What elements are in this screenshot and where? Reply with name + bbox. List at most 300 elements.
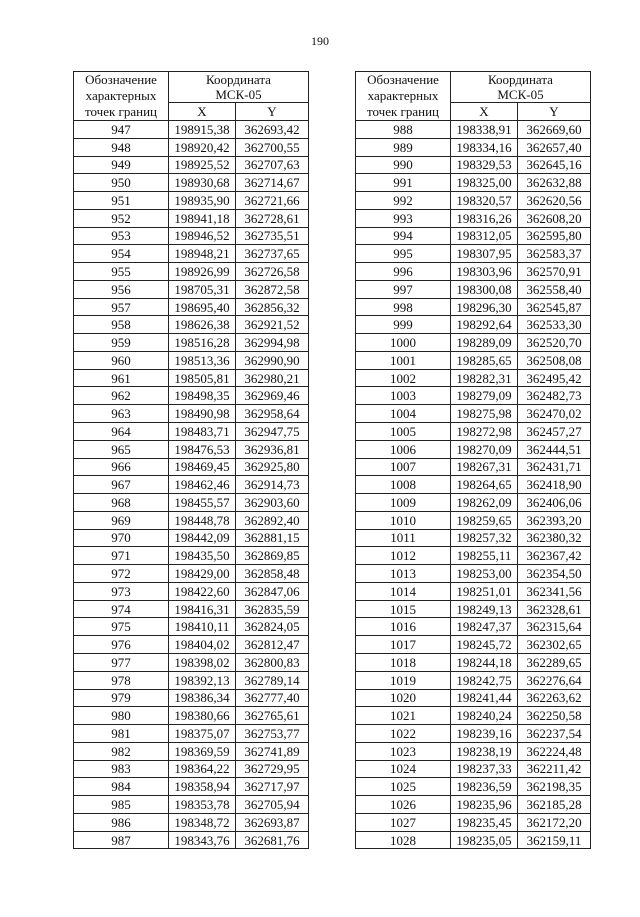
table-row <box>74 778 309 796</box>
y-coordinate-cell: 362444,51 <box>518 440 591 458</box>
point-number-cell: 993 <box>356 209 451 227</box>
table-row <box>356 813 591 831</box>
point-number-cell: 986 <box>74 813 169 831</box>
header-coordinate-line: МСК-05 <box>497 87 544 103</box>
y-coordinate-cell: 362958,64 <box>236 405 309 423</box>
x-coordinate-cell: 198476,53 <box>169 440 236 458</box>
y-coordinate-cell: 362681,76 <box>236 831 309 849</box>
x-coordinate-cell: 198235,05 <box>451 831 518 849</box>
x-coordinate-cell: 198238,19 <box>451 742 518 760</box>
header-designation-line: Обозначение <box>85 72 157 87</box>
y-coordinate-cell: 362406,06 <box>518 494 591 512</box>
point-number-cell: 969 <box>74 511 169 529</box>
y-coordinate-cell: 362947,75 <box>236 423 309 441</box>
y-coordinate-cell: 362224,48 <box>518 742 591 760</box>
point-number-cell: 972 <box>74 565 169 583</box>
table-row <box>74 440 309 458</box>
header-coordinate <box>451 72 591 103</box>
x-coordinate-cell: 198705,31 <box>169 280 236 298</box>
point-number-cell: 995 <box>356 245 451 263</box>
header-y: Y <box>518 103 591 121</box>
y-coordinate-cell: 362914,73 <box>236 476 309 494</box>
point-number-cell: 976 <box>74 636 169 654</box>
point-number-cell: 1017 <box>356 636 451 654</box>
point-number-cell: 983 <box>74 760 169 778</box>
table-row <box>74 192 309 210</box>
header-designation-line: характерных <box>85 88 157 103</box>
point-number-cell: 980 <box>74 707 169 725</box>
x-coordinate-cell: 198513,36 <box>169 351 236 369</box>
point-number-cell: 954 <box>74 245 169 263</box>
table-row <box>356 653 591 671</box>
x-coordinate-cell: 198422,60 <box>169 582 236 600</box>
table-row <box>74 387 309 405</box>
x-coordinate-cell: 198404,02 <box>169 636 236 654</box>
y-coordinate-cell: 362980,21 <box>236 369 309 387</box>
y-coordinate-cell: 362185,28 <box>518 796 591 814</box>
y-coordinate-cell: 362903,60 <box>236 494 309 512</box>
table-row <box>74 582 309 600</box>
y-coordinate-cell: 362657,40 <box>518 138 591 156</box>
y-coordinate-cell: 362367,42 <box>518 547 591 565</box>
x-coordinate-cell: 198264,65 <box>451 476 518 494</box>
table-row <box>356 405 591 423</box>
table-row <box>74 458 309 476</box>
point-number-cell: 953 <box>74 227 169 245</box>
x-coordinate-cell: 198416,31 <box>169 600 236 618</box>
table-row <box>356 547 591 565</box>
point-number-cell: 952 <box>74 209 169 227</box>
x-coordinate-cell: 198695,40 <box>169 298 236 316</box>
table-row <box>74 405 309 423</box>
point-number-cell: 1006 <box>356 440 451 458</box>
table-row <box>74 156 309 174</box>
y-coordinate-cell: 362824,05 <box>236 618 309 636</box>
y-coordinate-cell: 362669,60 <box>518 121 591 139</box>
point-number-cell: 1019 <box>356 671 451 689</box>
header-coordinate-line: МСК-05 <box>215 87 262 103</box>
y-coordinate-cell: 362608,20 <box>518 209 591 227</box>
y-coordinate-cell: 362707,63 <box>236 156 309 174</box>
table-row <box>74 121 309 139</box>
x-coordinate-cell: 198926,99 <box>169 263 236 281</box>
x-coordinate-cell: 198338,91 <box>451 121 518 139</box>
x-coordinate-cell: 198279,09 <box>451 387 518 405</box>
point-number-cell: 1014 <box>356 582 451 600</box>
table-row <box>356 209 591 227</box>
x-coordinate-cell: 198948,21 <box>169 245 236 263</box>
point-number-cell: 949 <box>74 156 169 174</box>
table-row <box>356 511 591 529</box>
table-row <box>74 796 309 814</box>
x-coordinate-cell: 198285,65 <box>451 351 518 369</box>
table-row <box>74 725 309 743</box>
y-coordinate-cell: 362726,58 <box>236 263 309 281</box>
x-coordinate-cell: 198312,05 <box>451 227 518 245</box>
table-row <box>356 582 591 600</box>
table-body <box>74 121 309 849</box>
y-coordinate-cell: 362936,81 <box>236 440 309 458</box>
table-row <box>356 707 591 725</box>
x-coordinate-cell: 198343,76 <box>169 831 236 849</box>
point-number-cell: 1011 <box>356 529 451 547</box>
x-coordinate-cell: 198259,65 <box>451 511 518 529</box>
y-coordinate-cell: 362969,46 <box>236 387 309 405</box>
header-y: Y <box>236 103 309 121</box>
point-number-cell: 982 <box>74 742 169 760</box>
point-number-cell: 990 <box>356 156 451 174</box>
y-coordinate-cell: 362765,61 <box>236 707 309 725</box>
point-number-cell: 955 <box>74 263 169 281</box>
x-coordinate-cell: 198242,75 <box>451 671 518 689</box>
table-row <box>356 458 591 476</box>
y-coordinate-cell: 362714,67 <box>236 174 309 192</box>
y-coordinate-cell: 362789,14 <box>236 671 309 689</box>
point-number-cell: 997 <box>356 280 451 298</box>
point-number-cell: 981 <box>74 725 169 743</box>
table-row <box>74 618 309 636</box>
table-row <box>356 369 591 387</box>
x-coordinate-cell: 198462,46 <box>169 476 236 494</box>
table-row <box>356 316 591 334</box>
y-coordinate-cell: 362276,64 <box>518 671 591 689</box>
table-row <box>356 494 591 512</box>
y-coordinate-cell: 362872,58 <box>236 280 309 298</box>
coordinates-table-left <box>73 71 309 849</box>
x-coordinate-cell: 198282,31 <box>451 369 518 387</box>
x-coordinate-cell: 198455,57 <box>169 494 236 512</box>
point-number-cell: 962 <box>74 387 169 405</box>
point-number-cell: 971 <box>74 547 169 565</box>
point-number-cell: 979 <box>74 689 169 707</box>
point-number-cell: 1002 <box>356 369 451 387</box>
table-row <box>356 529 591 547</box>
table-row <box>356 263 591 281</box>
table-row <box>356 618 591 636</box>
point-number-cell: 1003 <box>356 387 451 405</box>
point-number-cell: 960 <box>74 351 169 369</box>
point-number-cell: 1021 <box>356 707 451 725</box>
y-coordinate-cell: 362881,15 <box>236 529 309 547</box>
table-row <box>74 227 309 245</box>
table-row <box>356 565 591 583</box>
x-coordinate-cell: 198392,13 <box>169 671 236 689</box>
x-coordinate-cell: 198320,57 <box>451 192 518 210</box>
y-coordinate-cell: 362198,35 <box>518 778 591 796</box>
point-number-cell: 1009 <box>356 494 451 512</box>
x-coordinate-cell: 198241,44 <box>451 689 518 707</box>
y-coordinate-cell: 362800,83 <box>236 653 309 671</box>
table-row <box>356 227 591 245</box>
x-coordinate-cell: 198930,68 <box>169 174 236 192</box>
x-coordinate-cell: 198272,98 <box>451 423 518 441</box>
point-number-cell: 1023 <box>356 742 451 760</box>
y-coordinate-cell: 362354,50 <box>518 565 591 583</box>
point-number-cell: 1018 <box>356 653 451 671</box>
y-coordinate-cell: 362753,77 <box>236 725 309 743</box>
table-row <box>74 138 309 156</box>
x-coordinate-cell: 198329,53 <box>451 156 518 174</box>
y-coordinate-cell: 362728,61 <box>236 209 309 227</box>
y-coordinate-cell: 362237,54 <box>518 725 591 743</box>
table-row <box>356 476 591 494</box>
table-row <box>74 636 309 654</box>
table-row <box>74 209 309 227</box>
table-row <box>356 742 591 760</box>
x-coordinate-cell: 198516,28 <box>169 334 236 352</box>
header-coordinate-line: Координата <box>488 72 553 88</box>
x-coordinate-cell: 198236,59 <box>451 778 518 796</box>
x-coordinate-cell: 198244,18 <box>451 653 518 671</box>
point-number-cell: 965 <box>74 440 169 458</box>
table-row <box>74 547 309 565</box>
point-number-cell: 984 <box>74 778 169 796</box>
table-row <box>74 476 309 494</box>
point-number-cell: 977 <box>74 653 169 671</box>
y-coordinate-cell: 362717,97 <box>236 778 309 796</box>
point-number-cell: 1015 <box>356 600 451 618</box>
y-coordinate-cell: 362558,40 <box>518 280 591 298</box>
table-row <box>356 121 591 139</box>
point-number-cell: 948 <box>74 138 169 156</box>
header-designation <box>356 72 451 121</box>
y-coordinate-cell: 362721,66 <box>236 192 309 210</box>
y-coordinate-cell: 362159,11 <box>518 831 591 849</box>
point-number-cell: 989 <box>356 138 451 156</box>
table-row <box>356 440 591 458</box>
table-row <box>356 689 591 707</box>
point-number-cell: 994 <box>356 227 451 245</box>
table-row <box>74 707 309 725</box>
y-coordinate-cell: 362645,16 <box>518 156 591 174</box>
point-number-cell: 1004 <box>356 405 451 423</box>
y-coordinate-cell: 362583,37 <box>518 245 591 263</box>
y-coordinate-cell: 362735,51 <box>236 227 309 245</box>
point-number-cell: 950 <box>74 174 169 192</box>
y-coordinate-cell: 362925,80 <box>236 458 309 476</box>
point-number-cell: 970 <box>74 529 169 547</box>
x-coordinate-cell: 198429,00 <box>169 565 236 583</box>
y-coordinate-cell: 362508,08 <box>518 351 591 369</box>
table-row <box>74 813 309 831</box>
x-coordinate-cell: 198946,52 <box>169 227 236 245</box>
y-coordinate-cell: 362835,59 <box>236 600 309 618</box>
point-number-cell: 1005 <box>356 423 451 441</box>
point-number-cell: 1012 <box>356 547 451 565</box>
table-row <box>356 778 591 796</box>
y-coordinate-cell: 362869,85 <box>236 547 309 565</box>
point-number-cell: 1013 <box>356 565 451 583</box>
y-coordinate-cell: 362705,94 <box>236 796 309 814</box>
point-number-cell: 1025 <box>356 778 451 796</box>
point-number-cell: 1008 <box>356 476 451 494</box>
point-number-cell: 1007 <box>356 458 451 476</box>
x-coordinate-cell: 198325,00 <box>451 174 518 192</box>
point-number-cell: 1022 <box>356 725 451 743</box>
y-coordinate-cell: 362520,70 <box>518 334 591 352</box>
point-number-cell: 996 <box>356 263 451 281</box>
y-coordinate-cell: 362994,98 <box>236 334 309 352</box>
x-coordinate-cell: 198375,07 <box>169 725 236 743</box>
x-coordinate-cell: 198469,45 <box>169 458 236 476</box>
x-coordinate-cell: 198935,90 <box>169 192 236 210</box>
y-coordinate-cell: 362620,56 <box>518 192 591 210</box>
table-row <box>356 174 591 192</box>
point-number-cell: 1016 <box>356 618 451 636</box>
table-row <box>74 529 309 547</box>
y-coordinate-cell: 362921,52 <box>236 316 309 334</box>
y-coordinate-cell: 362418,90 <box>518 476 591 494</box>
y-coordinate-cell: 362892,40 <box>236 511 309 529</box>
x-coordinate-cell: 198255,11 <box>451 547 518 565</box>
point-number-cell: 985 <box>74 796 169 814</box>
y-coordinate-cell: 362777,40 <box>236 689 309 707</box>
table-row <box>356 334 591 352</box>
y-coordinate-cell: 362263,62 <box>518 689 591 707</box>
point-number-cell: 991 <box>356 174 451 192</box>
table-row <box>356 192 591 210</box>
point-number-cell: 967 <box>74 476 169 494</box>
point-number-cell: 961 <box>74 369 169 387</box>
point-number-cell: 973 <box>74 582 169 600</box>
point-number-cell: 947 <box>74 121 169 139</box>
x-coordinate-cell: 198410,11 <box>169 618 236 636</box>
point-number-cell: 958 <box>74 316 169 334</box>
table-row <box>356 245 591 263</box>
y-coordinate-cell: 362693,87 <box>236 813 309 831</box>
x-coordinate-cell: 198358,94 <box>169 778 236 796</box>
x-coordinate-cell: 198249,13 <box>451 600 518 618</box>
table-row <box>356 298 591 316</box>
x-coordinate-cell: 198257,32 <box>451 529 518 547</box>
header-designation-line: точек границ <box>366 104 440 119</box>
table-row <box>74 511 309 529</box>
x-coordinate-cell: 198483,71 <box>169 423 236 441</box>
y-coordinate-cell: 362341,56 <box>518 582 591 600</box>
table-row <box>74 653 309 671</box>
point-number-cell: 959 <box>74 334 169 352</box>
x-coordinate-cell: 198316,26 <box>451 209 518 227</box>
point-number-cell: 964 <box>74 423 169 441</box>
x-coordinate-cell: 198626,38 <box>169 316 236 334</box>
x-coordinate-cell: 198915,38 <box>169 121 236 139</box>
x-coordinate-cell: 198235,96 <box>451 796 518 814</box>
table-row <box>74 334 309 352</box>
y-coordinate-cell: 362302,65 <box>518 636 591 654</box>
table-row <box>74 316 309 334</box>
x-coordinate-cell: 198398,02 <box>169 653 236 671</box>
x-coordinate-cell: 198386,34 <box>169 689 236 707</box>
x-coordinate-cell: 198247,37 <box>451 618 518 636</box>
header-designation-line: точек границ <box>84 104 158 119</box>
y-coordinate-cell: 362700,55 <box>236 138 309 156</box>
point-number-cell: 992 <box>356 192 451 210</box>
point-number-cell: 966 <box>74 458 169 476</box>
table-row <box>356 600 591 618</box>
table-row <box>74 280 309 298</box>
x-coordinate-cell: 198235,45 <box>451 813 518 831</box>
x-coordinate-cell: 198369,59 <box>169 742 236 760</box>
x-coordinate-cell: 198300,08 <box>451 280 518 298</box>
x-coordinate-cell: 198334,16 <box>451 138 518 156</box>
y-coordinate-cell: 362847,06 <box>236 582 309 600</box>
x-coordinate-cell: 198237,33 <box>451 760 518 778</box>
point-number-cell: 1026 <box>356 796 451 814</box>
point-number-cell: 998 <box>356 298 451 316</box>
x-coordinate-cell: 198251,01 <box>451 582 518 600</box>
page-number: 190 <box>311 34 329 48</box>
table-row <box>74 689 309 707</box>
table-row <box>74 351 309 369</box>
y-coordinate-cell: 362431,71 <box>518 458 591 476</box>
x-coordinate-cell: 198262,09 <box>451 494 518 512</box>
table-row <box>356 636 591 654</box>
x-coordinate-cell: 198442,09 <box>169 529 236 547</box>
x-coordinate-cell: 198925,52 <box>169 156 236 174</box>
x-coordinate-cell: 198353,78 <box>169 796 236 814</box>
point-number-cell: 1028 <box>356 831 451 849</box>
x-coordinate-cell: 198267,31 <box>451 458 518 476</box>
table-row <box>356 760 591 778</box>
table-row <box>74 423 309 441</box>
x-coordinate-cell: 198289,09 <box>451 334 518 352</box>
y-coordinate-cell: 362533,30 <box>518 316 591 334</box>
point-number-cell: 988 <box>356 121 451 139</box>
x-coordinate-cell: 198490,98 <box>169 405 236 423</box>
y-coordinate-cell: 362211,42 <box>518 760 591 778</box>
table-row <box>356 387 591 405</box>
x-coordinate-cell: 198348,72 <box>169 813 236 831</box>
x-coordinate-cell: 198435,50 <box>169 547 236 565</box>
point-number-cell: 1020 <box>356 689 451 707</box>
table-row <box>356 796 591 814</box>
table-row <box>74 494 309 512</box>
table-row <box>356 351 591 369</box>
coordinates-table-right <box>355 71 591 849</box>
table-row <box>74 831 309 849</box>
y-coordinate-cell: 362545,87 <box>518 298 591 316</box>
x-coordinate-cell: 198245,72 <box>451 636 518 654</box>
point-number-cell: 975 <box>74 618 169 636</box>
point-number-cell: 999 <box>356 316 451 334</box>
point-number-cell: 968 <box>74 494 169 512</box>
y-coordinate-cell: 362990,90 <box>236 351 309 369</box>
x-coordinate-cell: 198240,24 <box>451 707 518 725</box>
y-coordinate-cell: 362495,42 <box>518 369 591 387</box>
table-row <box>356 671 591 689</box>
y-coordinate-cell: 362632,88 <box>518 174 591 192</box>
x-coordinate-cell: 198920,42 <box>169 138 236 156</box>
table-row <box>356 423 591 441</box>
table-row <box>356 831 591 849</box>
table-row <box>74 760 309 778</box>
y-coordinate-cell: 362315,64 <box>518 618 591 636</box>
point-number-cell: 1024 <box>356 760 451 778</box>
y-coordinate-cell: 362482,73 <box>518 387 591 405</box>
table-row <box>356 138 591 156</box>
y-coordinate-cell: 362570,91 <box>518 263 591 281</box>
y-coordinate-cell: 362250,58 <box>518 707 591 725</box>
point-number-cell: 1027 <box>356 813 451 831</box>
header-coordinate <box>169 72 309 103</box>
x-coordinate-cell: 198498,35 <box>169 387 236 405</box>
table-row <box>74 298 309 316</box>
y-coordinate-cell: 362172,20 <box>518 813 591 831</box>
point-number-cell: 1000 <box>356 334 451 352</box>
x-coordinate-cell: 198296,30 <box>451 298 518 316</box>
y-coordinate-cell: 362693,42 <box>236 121 309 139</box>
header-coordinate-line: Координата <box>206 72 271 88</box>
